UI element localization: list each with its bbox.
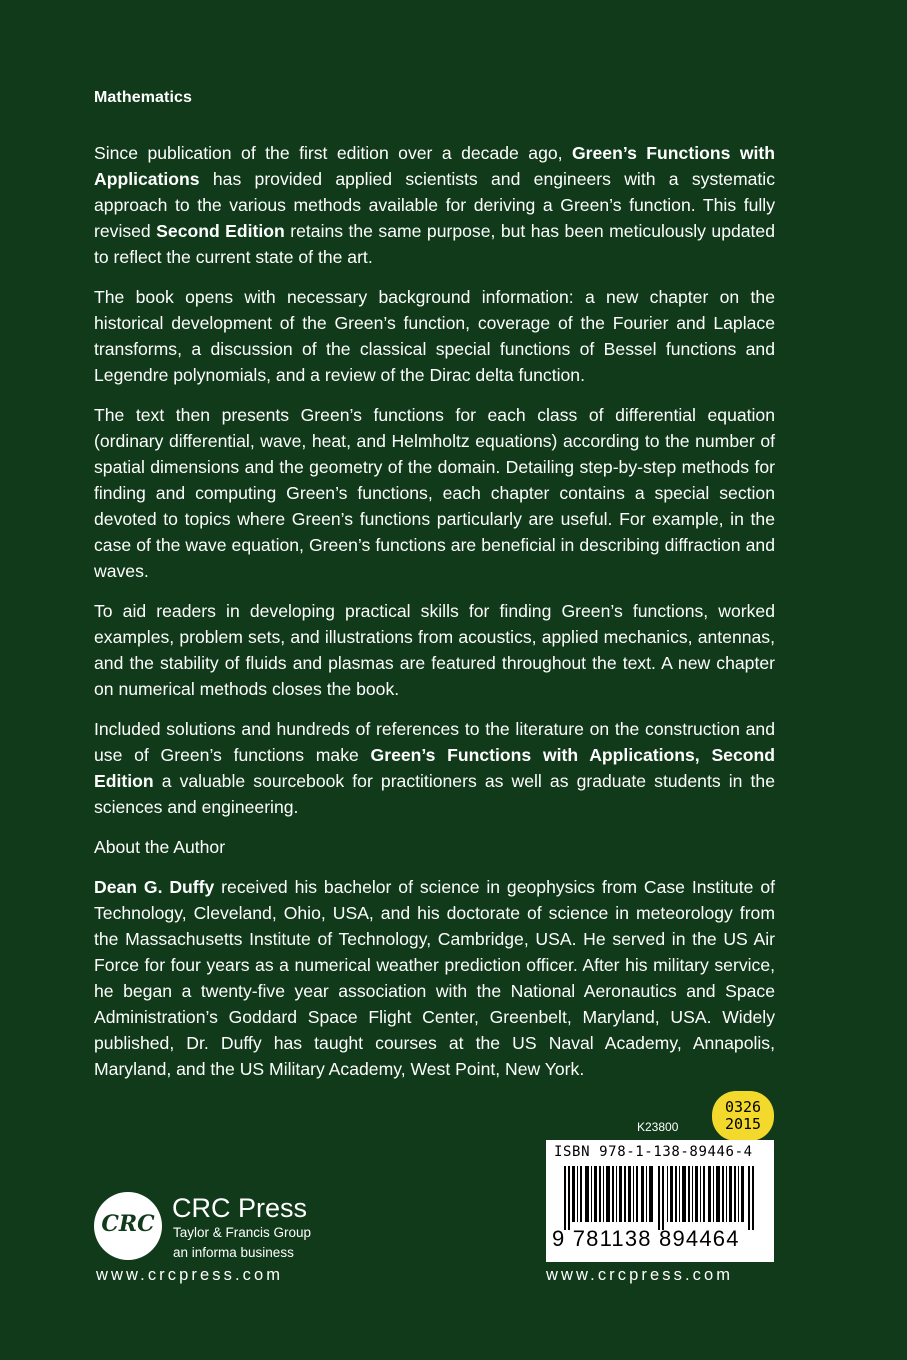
- price-code-badge: [712, 1091, 774, 1141]
- publisher-url-right[interactable]: www.crcpress.com: [546, 1266, 734, 1284]
- text-run: has provided applied scientists and engineers with a systematic approach to the various methods available for deriving a Green’s function. This fully revised: [94, 169, 775, 241]
- publisher-name: CRC Press: [172, 1193, 308, 1223]
- text-run: Included solutions and hundreds of references to the literature on the construction and use of Green’s functions make: [94, 719, 775, 765]
- text-run: retains the same purpose, but has been meticulously updated to reflect the current state of the art.: [94, 221, 776, 267]
- publisher-tagline: an informa business: [173, 1245, 294, 1260]
- barcode-bars: [564, 1166, 760, 1230]
- book-title-bold: Green’s Functions with Applications: [94, 143, 775, 189]
- category-label: Mathematics: [94, 89, 193, 106]
- isbn-label: ISBN 978-1-138-89446-4: [554, 1144, 753, 1160]
- isbn-barcode: [546, 1140, 774, 1262]
- price-code-line2: 2015: [724, 1115, 762, 1133]
- author-bio-text: received his bachelor of science in geophysics from Case Institute of Technology, Cleveland, Ohio, USA, and his doctorate of science in meteorology from the Massachusetts Institute of Technology, Cambridge, USA. He served in the US Air Force for four years as a numerical weather prediction officer. After his military service, he began a twenty-five year association with the National Aeronautics and Space Administration’s Goddard Space Flight Center, Greenbelt, Maryland, USA. Widely published, Dr. Duffy has taught courses at the US Naval Academy, Annapolis, Maryland, and the US Military Academy, West Point, New York.: [94, 877, 776, 1079]
- book-title-bold: Green’s Functions with Applications, Second Edition: [94, 745, 775, 791]
- edition-bold: Second Edition: [156, 221, 285, 241]
- paragraph-summary: [94, 716, 775, 820]
- publisher-url-left[interactable]: www.crcpress.com: [96, 1266, 284, 1284]
- price-code-line1: 0326: [724, 1098, 762, 1116]
- author-name: Dean G. Duffy: [94, 877, 215, 897]
- paragraph-background: The book opens with necessary background information: a new chapter on the historical development of the Green’s function, coverage of the Fourier and Laplace transforms, a discussion of the classical special functions of Bessel functions and Legendre polynomials, and a review of the Dirac delta function.: [94, 287, 775, 385]
- barcode-digits: 9 781138 894464: [552, 1226, 740, 1251]
- paragraph-skills: To aid readers in developing practical skills for finding Green’s functions, worked examples, problem sets, and illustrations from acoustics, applied mechanics, antennas, and the stability of fluids and plasmas are featured throughout the text. A new chapter on numerical methods closes the book.: [94, 601, 775, 699]
- author-bio: [94, 874, 775, 1082]
- text-run: Since publication of the first edition over a decade ago,: [94, 143, 572, 163]
- paragraph-contents: The text then presents Green’s functions for each class of differential equation (ordinary differential, wave, heat, and Helmholtz equations) according to the number of spatial dimensions and the geometry of the domain. Detailing step-by-step methods for finding and computing Green’s functions, each chapter contains a special section devoted to topics where Green’s functions particularly are useful. For example, in the case of the wave equation, Green’s functions are beneficial in describing diffraction and waves.: [94, 405, 775, 581]
- publisher-group: Taylor & Francis Group: [173, 1225, 312, 1240]
- crc-logo-text: CRC: [101, 1211, 155, 1237]
- catalog-number: K23800: [637, 1120, 679, 1134]
- description-text: [94, 140, 775, 1096]
- text-run: a valuable sourcebook for practitioners as well as graduate students in the sciences and engineering.: [94, 771, 775, 817]
- about-author-heading: About the Author: [94, 837, 226, 857]
- paragraph-intro: [94, 140, 775, 270]
